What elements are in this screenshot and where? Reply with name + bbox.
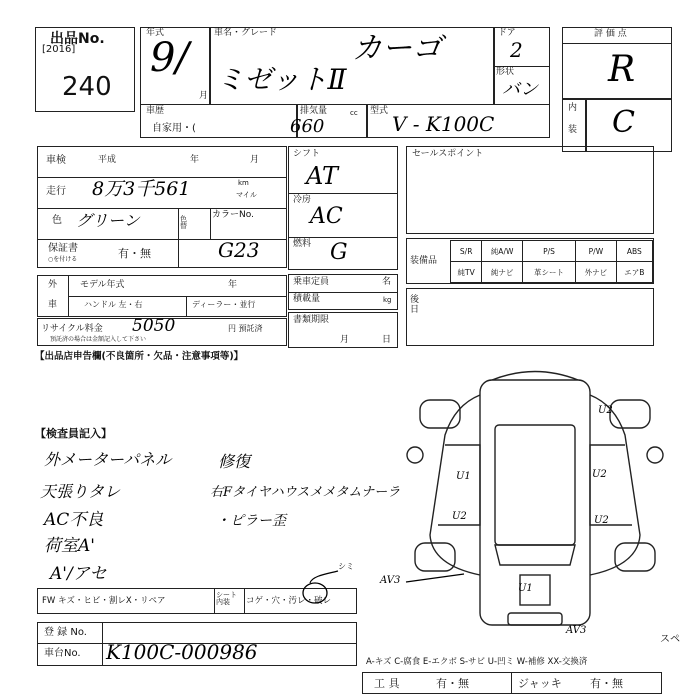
month-label: 月 (199, 91, 209, 101)
recycle-unit: 円 預託済 (228, 324, 263, 333)
load-label: 積載量 (293, 294, 321, 304)
fuel-label: 燃料 (293, 239, 312, 249)
docs-label: 書類期限 (293, 315, 330, 325)
jack-label: ジャッキ (518, 677, 562, 690)
capacity-label: 乗車定員 (293, 277, 330, 287)
equip-label: 装備品 (410, 256, 438, 266)
interior-label-2: 装 (568, 125, 578, 135)
model-value: V - K100C (392, 112, 495, 136)
import-label-2: 車 (48, 300, 58, 310)
door-label: ドア (498, 28, 516, 38)
equip-item: 外ナビ (576, 262, 616, 283)
defect-left-codes: FW キズ・ヒビ・割レX・リペア (42, 596, 166, 606)
color-change-label: 色替 (180, 215, 187, 230)
load-unit: kg (383, 296, 392, 304)
chassis-value: K100C-000986 (106, 640, 258, 664)
equip-item: 純TV (451, 262, 482, 283)
car-diagram (400, 365, 700, 650)
cc-label: cc (350, 109, 358, 117)
inspector-note: 外メーターパネル (44, 450, 172, 469)
equipment-table (450, 240, 653, 283)
km-label: km (238, 179, 249, 187)
door-value: 2 (510, 38, 523, 62)
color-no-label: カラーNo. (212, 210, 254, 220)
shape-value: バン (502, 79, 538, 100)
inspector-note: AC不良 (44, 510, 104, 530)
import-year: 年 (228, 280, 238, 290)
rating-label: 評 価 点 (594, 29, 627, 39)
ac-value: AC (310, 204, 343, 229)
inspector-note: 天張りタレ (40, 482, 121, 501)
inspector-note: 右Fタイヤハウスメメタムナーラ (210, 485, 401, 500)
recycle-value: 5050 (132, 316, 176, 336)
diagram-mark: U1 (518, 583, 533, 594)
equip-item: 純ナビ (482, 262, 523, 283)
inspector-note: 修復 (218, 452, 251, 471)
tools-value: 有・無 (436, 677, 469, 690)
door-panels (438, 445, 632, 525)
import-model-year: モデル年式 (80, 280, 125, 290)
lot-number-box (35, 27, 135, 112)
name-label: 車名・グレード (214, 28, 278, 38)
legend: A-キズ C-腐食 E-エクボ S-サビ U-凹ミ W-補修 XX-交換済 (366, 657, 588, 667)
interior-value: C (612, 105, 635, 140)
circle-mark (290, 568, 350, 608)
selling-points-label: セールスポイント (412, 149, 484, 159)
history-value: 自家用・( (152, 123, 196, 134)
ac-label: 冷房 (293, 195, 312, 205)
recycle-note: 預託済の場合は金額記入して下さい (50, 336, 147, 343)
diagram-mark: U2 (592, 469, 607, 480)
model-label: 型式 (370, 106, 389, 116)
equip-item: エアB (616, 262, 652, 283)
spare-label: スペ (660, 634, 680, 645)
inspector-label: 【検査員記入】 (35, 427, 112, 440)
equip-item: P/S (522, 241, 575, 262)
seat-label: シート内装 (216, 591, 237, 606)
sales-point-box (406, 146, 654, 234)
grade-value: カーゴ (352, 31, 442, 66)
inspector-note: ・ピラー歪 (216, 513, 286, 529)
color-value: グリーン (76, 211, 140, 230)
equip-item: 革シート (522, 262, 575, 283)
mileage-label: 走行 (46, 186, 66, 197)
defect-right-codes: コゲ・穴・汚レ・破レ (246, 596, 332, 606)
docs-month: 月 (340, 335, 350, 345)
equip-item: P/W (576, 241, 616, 262)
av3-arrow (404, 570, 474, 590)
inspector-note: 荷室A' (44, 536, 95, 556)
shape-label: 形状 (496, 67, 515, 77)
rear-box (406, 288, 654, 346)
warranty-note: ○を付ける (48, 256, 78, 263)
displacement-label: 排気量 (300, 106, 328, 116)
inspection-month: 月 (250, 155, 260, 165)
circle-note: シミ (338, 562, 354, 571)
diagram-mark: U2 (594, 515, 609, 526)
inspection-label: 車検 (46, 155, 66, 166)
inspector-note: A'/アセ (50, 564, 107, 584)
name-value: ミゼットⅡ (216, 63, 347, 96)
displacement-value: 660 (290, 116, 325, 137)
jack-value: 有・無 (590, 677, 623, 690)
mileage-value: 8万3千561 (92, 178, 191, 200)
year-label: 年式 (146, 28, 165, 38)
rating-value: R (608, 49, 636, 90)
diagram-mark: U2 (452, 511, 467, 522)
inspection-year: 年 (190, 155, 200, 165)
fuel-value: G (330, 240, 348, 265)
equip-item: 純A/W (482, 241, 523, 262)
recycle-label: リサイクル料金 (41, 324, 103, 334)
chassis-label: 車台No. (44, 648, 81, 659)
lot-label: 出品No. (50, 31, 105, 47)
diagram-mark: AV3 (380, 575, 401, 586)
shift-label: シフト (293, 149, 321, 159)
year-tag: [2016] (42, 44, 76, 55)
mile-label: マイル (236, 191, 257, 199)
docs-day: 日 (382, 335, 392, 345)
interior-label-1: 内 (568, 103, 578, 113)
color-label: 色 (52, 215, 62, 226)
warranty-label: 保証書 (48, 243, 78, 254)
inspection-era: 平成 (98, 155, 117, 165)
reg-label: 登 録 No. (44, 627, 87, 638)
capacity-unit: 名 (382, 277, 392, 287)
rear-label: 後日 (410, 295, 420, 315)
import-handle: ハンドル 左・右 (84, 300, 143, 309)
import-dealer: ディーラー・並行 (192, 300, 256, 309)
lot-number: 240 (62, 72, 112, 102)
diagram-mark: U1 (456, 471, 471, 482)
diagram-mark: AV3 (566, 625, 587, 636)
equip-item: ABS (616, 241, 652, 262)
color-no-value: G23 (218, 238, 260, 262)
history-label: 車歴 (146, 106, 165, 116)
dealer-report-label: 【出品店申告欄(不良箇所・欠品・注意事項等)】 (35, 351, 244, 362)
diagram-mark: U2 (598, 405, 613, 416)
shift-value: AT (306, 162, 339, 190)
warranty-options: 有・無 (118, 247, 151, 260)
tools-label: 工 具 (374, 677, 400, 690)
import-block (37, 275, 287, 317)
import-label-1: 外 (48, 280, 58, 290)
equip-item: S/R (451, 241, 482, 262)
year-value: 9/ (150, 35, 189, 81)
